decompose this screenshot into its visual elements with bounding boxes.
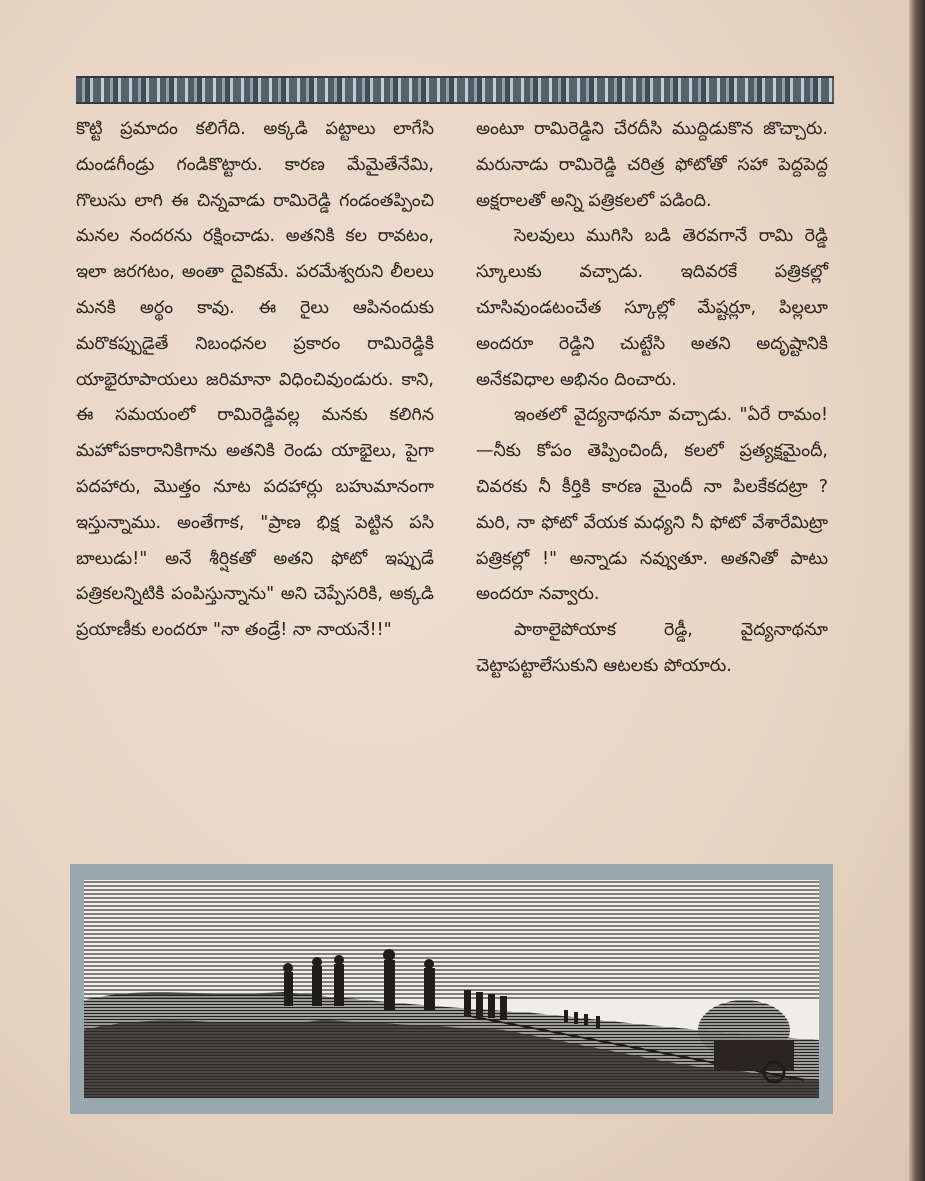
left-text-column (76, 112, 434, 649)
right-paragraph-3: ఇంతలో వైద్యనాథనూ వచ్చాడు. "ఏరే రామం!—నీకు కోపం తెప్పించిందీ, కలలో ప్రత్యక్షమైందీ, చివరకు నీ కీర్తికి కారణ మైందీ నా పిలకేకదట్రా ? మరి, నా ఫోటో వేయక మధ్యని నీ ఫోటో వేశారేమిట్రా పత్రికల్లో !" అన్నాడు నవ్వుతూ. అతనితో పాటు అందరూ నవ్వారు. (476, 405, 828, 605)
right-text-column (476, 112, 828, 685)
illustration-frame (70, 864, 833, 1114)
decorative-border (76, 76, 834, 104)
right-paragraph-1: అంటూ రామిరెడ్డిని చేరదీసి ముద్దిడుకొన జొచ్చారు. మరునాడు రామిరెడ్డి చరిత్ర ఫోటోతో సహా పెద్దపెద్ద అక్షరాలతో అన్ని పత్రికలలో పడింది. (476, 119, 828, 211)
page-binding-edge (909, 0, 925, 1181)
right-paragraph-4: పాఠాలైపోయాక రెడ్డీ, వైద్యనాథనూ చెట్టాపట్టాలేసుకుని ఆటలకు పోయారు. (476, 620, 828, 676)
right-paragraph-2: సెలవులు ముగిసి బడి తెరవగానే రామి రెడ్డి స్కూలుకు వచ్చాడు. ఇదివరకే పత్రికల్లో చూసివుండటంచేత స్కూల్లో మేష్టర్లూ, పిల్లలూ అందరూ రెడ్డిని చుట్టేసి అతని అదృష్టానికి అనేకవిధాల అభినం దించారు. (476, 226, 828, 390)
left-paragraph-1: కొట్టి ప్రమాదం కలిగేది. అక్కడి పట్టాలు లాగేసి దుండగీండ్రు గండికొట్టారు. కారణ మేమైతేనేమి, గొలుసు లాగి ఈ చిన్నవాడు రామిరెడ్డి గండంతప్పించి మనల నందరను రక్షించాడు. అతనికి కల రావటం, ఇలా జరగటం, అంతా దైవికమే. పరమేశ్వరుని లీలలు మనకి అర్థం కావు. ఈ రైలు ఆపినందుకు మరొకప్పుడైతే నిబంధనల ప్రకారం రామిరెడ్డికి యాభైరూపాయలు జరిమానా విధించివుండురు. కాని, ఈ సమయంలో రామిరెడ్డివల్ల మనకు కలిగిన మహోపకారానికిగాను అతనికి రెండు యాభైలు, పైగా పదహారు, మొత్తం నూట పదహార్లు బహుమానంగా ఇస్తున్నాము. అంతేగాక, "ప్రాణ భిక్ష పెట్టిన పసి బాలుడు!" అనే శీర్షికతో అతని ఫోటో ఇప్పుడే పత్రికలన్నిటికి పంపిస్తున్నాను" అని చెప్పేసరికి, అక్కడి ప్రయాణీకు లందరూ "నా తండ్రే! నా నాయనే!!" (76, 119, 434, 641)
train-accident-illustration (84, 880, 819, 1098)
